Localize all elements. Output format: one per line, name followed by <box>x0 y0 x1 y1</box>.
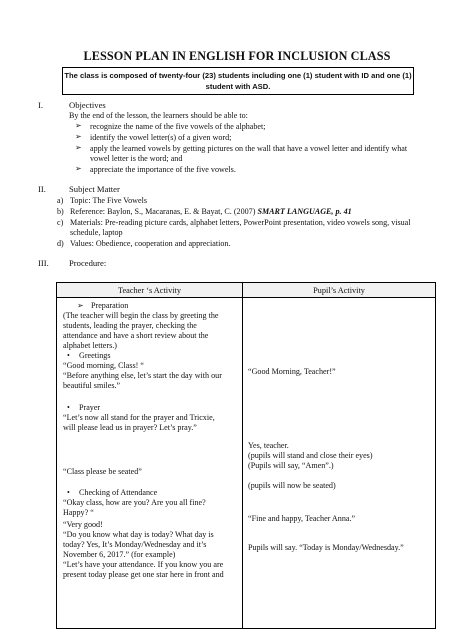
preparation-line-3: attendance and have a short review about the <box>63 331 209 340</box>
arrow-bullet-icon: ➢ <box>75 143 82 152</box>
objective-item-3-cont: vowel letter is the word; and <box>90 154 183 163</box>
arrow-bullet-icon: ➢ <box>77 301 84 310</box>
attendance-line-8: present today please get one star here in front and <box>63 570 224 579</box>
subject-letter-c: c) <box>57 218 64 227</box>
procedure-heading: Procedure: <box>69 258 107 268</box>
pupil-seated: (pupils will now be seated) <box>248 481 336 490</box>
procedure-table-row <box>57 298 436 629</box>
attendance-line-5: today? Yes, It’s Monday/Wednesday and it’s <box>63 540 207 549</box>
arrow-bullet-icon: ➢ <box>75 164 82 173</box>
pupil-greeting-reply: “Good Morning, Teacher!” <box>248 367 336 376</box>
prayer-label: Prayer <box>79 403 101 412</box>
teacher-activity-cell <box>57 298 243 629</box>
preparation-line-1: (The teacher will begin the class by greeting the <box>63 311 219 320</box>
arrow-bullet-icon: ➢ <box>75 121 82 130</box>
objective-item-1: recognize the name of the five vowels of the alphabet; <box>90 122 266 131</box>
page-title: LESSON PLAN IN ENGLISH FOR INCLUSION CLASS <box>83 49 391 63</box>
subject-letter-d: d) <box>57 239 64 248</box>
pupil-activity-header: Pupil’s Activity <box>243 283 436 298</box>
prayer-line-2: will please lead us in prayer? Let’s pray.” <box>63 423 197 432</box>
subject-topic: Topic: The Five Vowels <box>70 196 147 205</box>
procedure-table <box>56 282 436 629</box>
objective-item-3: apply the learned vowels by getting pictures on the wall that have a vowel letter and identify what <box>90 144 408 153</box>
reference-book-title: SMART LANGUAGE, p. 41 <box>257 207 352 216</box>
preparation-line-2: students, leading the prayer, checking the <box>63 321 197 330</box>
subject-values: Values: Obedience, cooperation and appreciation. <box>70 239 231 248</box>
subject-materials-cont: schedule, laptop <box>70 228 123 237</box>
objectives-heading: Objectives <box>69 100 106 110</box>
dot-bullet-icon: • <box>67 488 70 497</box>
seated-instruction: “Class please be seated” <box>63 467 142 476</box>
objective-item-4: appreciate the importance of the five vowels. <box>90 165 236 174</box>
greetings-label: Greetings <box>79 351 111 360</box>
teacher-activity-header: Teacher ‘s Activity <box>57 283 243 298</box>
objectives-intro: By the end of the lesson, the learners should be able to: <box>69 111 248 120</box>
preparation-line-4: alphabet letters.) <box>63 341 117 350</box>
class-note-line-2: student with ASD. <box>205 81 271 91</box>
procedure-table-header-row <box>57 283 436 298</box>
arrow-bullet-icon: ➢ <box>75 132 82 141</box>
pupil-today-reply: Pupils will say. “Today is Monday/Wednesday.” <box>248 543 404 552</box>
attendance-line-4: “Do you know what day is today? What day is <box>63 530 214 539</box>
pupil-amen: (Pupils will say, “Amen”.) <box>248 461 334 470</box>
subject-numeral: II. <box>38 184 46 194</box>
prayer-line-1: “Let’s now all stand for the prayer and Tricxie, <box>63 413 215 422</box>
greetings-line-2: “Before anything else, let’s start the day with our <box>63 371 222 380</box>
subject-heading: Subject Matter <box>69 184 120 194</box>
procedure-numeral: III. <box>38 258 49 268</box>
objective-item-2: identify the vowel letter(s) of a given word; <box>90 133 232 142</box>
greetings-line-3: beautiful smiles.” <box>63 381 121 390</box>
pupil-activity-cell <box>243 298 436 629</box>
pupil-yes: Yes, teacher. <box>248 441 289 450</box>
attendance-line-1: “Okay class, how are you? Are you all fine? <box>63 498 206 507</box>
objectives-numeral: I. <box>38 100 44 110</box>
reference-text: Reference: Baylon, S., Macaranas, E. & Bayat, C. (2007) <box>70 207 258 216</box>
attendance-label: Checking of Attendance <box>79 488 158 497</box>
attendance-line-3: “Very good! <box>63 520 103 529</box>
attendance-line-6: November 6, 2017.” (for example) <box>63 550 176 559</box>
dot-bullet-icon: • <box>67 351 70 360</box>
greetings-line-1: “Good morning, Class! “ <box>63 361 144 370</box>
subject-materials: Materials: Pre-reading picture cards, alphabet letters, PowerPoint presentation, video vowels song, visual <box>70 218 411 227</box>
pupil-fine-reply: “Fine and happy, Teacher Anna.” <box>248 514 356 523</box>
subject-reference <box>70 207 352 217</box>
subject-letter-b: b) <box>57 207 64 216</box>
class-note-box <box>62 67 414 95</box>
class-note-line-1: The class is composed of twenty-four (23) students including one (1) student with ID and one (1) <box>64 71 412 80</box>
attendance-line-7: “Let’s have your attendance. If you know you are <box>63 560 224 569</box>
dot-bullet-icon: • <box>67 403 70 412</box>
attendance-line-2: Happy? “ <box>63 508 94 517</box>
pupil-stand: (pupils will stand and close their eyes) <box>248 451 373 460</box>
subject-letter-a: a) <box>57 196 64 205</box>
preparation-label: Preparation <box>91 301 129 310</box>
